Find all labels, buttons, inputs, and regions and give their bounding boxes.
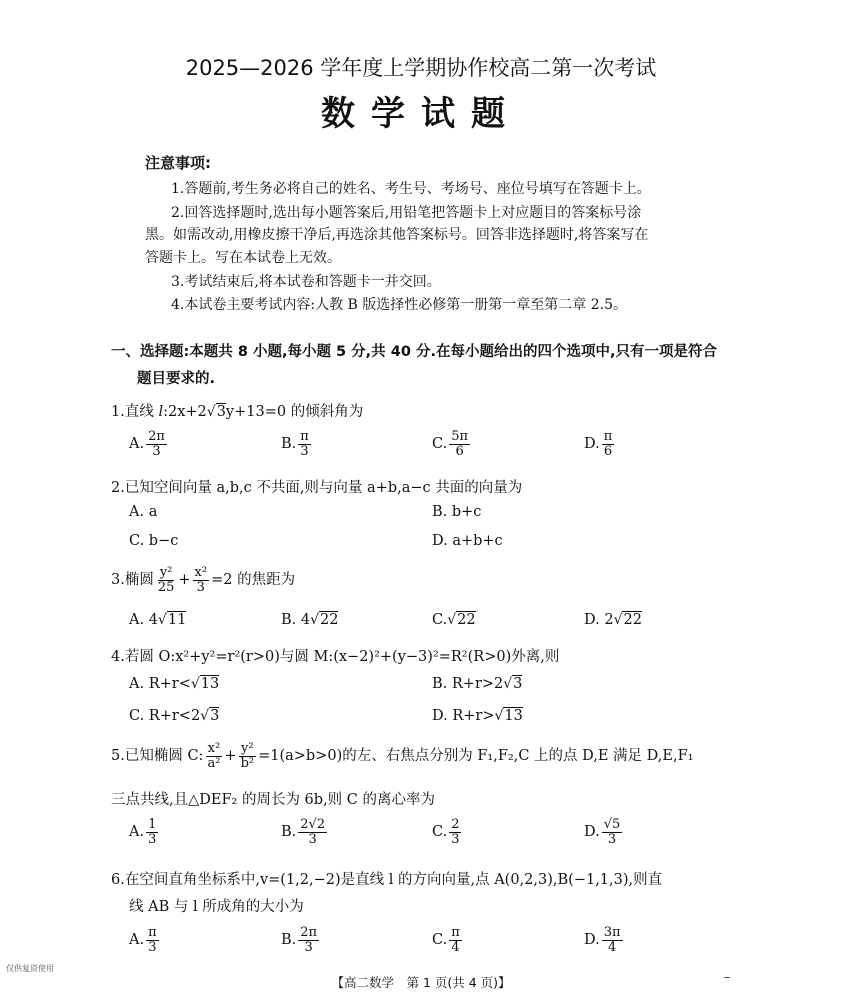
- question-5-option-a[interactable]: A. $\frac{1}{3}$: [129, 817, 157, 847]
- question-5-option-b[interactable]: B. $\frac{2√2}{3}$: [281, 817, 326, 847]
- question-2-option-b[interactable]: B. b+c: [432, 504, 482, 520]
- exam-title: 2025—2026 学年度上学期协作校高二第一次考试: [185, 56, 657, 80]
- question-5-stem-cont: 三点共线,且△DEF₂ 的周长为 6b,则 C 的离心率为: [111, 792, 435, 808]
- question-1-stem: 1.直线 l:2x+2√3y+13=0 的倾斜角为: [111, 404, 364, 420]
- question-3-option-c[interactable]: C.√22: [432, 612, 476, 628]
- question-6-stem: 6.在空间直角坐标系中,v=(1,2,−2)是直线 l 的方向向量,点 A(0,2,3),B(−1,1,3),则直: [111, 872, 663, 888]
- question-4-option-d[interactable]: D. R+r>√13: [432, 708, 523, 724]
- question-5-stem: 5.已知椭圆 C: $\frac{\text{x²}}{\text{a²}}$ + $\frac{\text{y²}}{\text{b²}}$ =1(a>b>0)的左、右焦点分别为 F₁,F₂,C 上的点 D,E 满足 D,E,F₁: [111, 741, 694, 771]
- question-6-stem-cont: 线 AB 与 l 所成角的大小为: [129, 899, 304, 915]
- question-3-option-d[interactable]: D. 2√22: [584, 612, 642, 628]
- question-6-option-a[interactable]: A. $\frac{\pi}{3}$: [129, 925, 157, 955]
- notice-line-2b: 黑。如需改动,用橡皮擦干净后,再选涂其他答案标号。回答非选择题时,将答案写在: [145, 227, 649, 243]
- question-4-option-a[interactable]: A. R+r<√13: [129, 676, 220, 692]
- section-heading-cont: 题目要求的.: [137, 371, 216, 387]
- question-4-option-c[interactable]: C. R+r<2√3: [129, 708, 220, 724]
- question-5-option-c[interactable]: C. $\frac{2}{3}$: [432, 817, 460, 847]
- notice-line-2c: 答题卡上。写在本试卷上无效。: [145, 250, 341, 266]
- question-2-option-d[interactable]: D. a+b+c: [432, 533, 503, 549]
- question-6-option-d[interactable]: D. $\frac{3\pi}{4}$: [584, 925, 621, 955]
- question-3-option-b[interactable]: B. 4√22: [281, 612, 339, 628]
- question-2-stem: 2.已知空间向量 a,b,c 不共面,则与向量 a+b,a−c 共面的向量为: [111, 480, 523, 496]
- question-1-option-a[interactable]: A. $\frac{2\pi}{3}$: [129, 429, 165, 459]
- question-6-option-c[interactable]: C. $\frac{\pi}{4}$: [432, 925, 460, 955]
- page-footer: 【高二数学 第 1 页(共 4 页)】: [331, 975, 511, 990]
- question-2-option-a[interactable]: A. a: [129, 504, 158, 520]
- question-3-stem: 3.椭圆 $\frac{\text{y²}}{25}$ + $\frac{\text{x²}}{3}$ =2 的焦距为: [111, 565, 296, 595]
- footer-dash: –: [724, 970, 730, 984]
- question-3-option-a[interactable]: A. 4√11: [129, 612, 187, 628]
- notice-line-2a: 2.回答选择题时,选出每小题答案后,用铅笔把答题卡上对应题目的答案标号涂: [171, 205, 642, 221]
- watermark-note: 仅供复资使用: [6, 964, 54, 973]
- question-1-option-d[interactable]: D. $\frac{\pi}{6}$: [584, 429, 613, 459]
- notice-line-4: 4.本试卷主要考试内容:人教 B 版选择性必修第一册第一章至第二章 2.5。: [171, 297, 627, 313]
- question-1-option-c[interactable]: C. $\frac{5\pi}{6}$: [432, 429, 469, 459]
- question-1-option-b[interactable]: B. $\frac{\pi}{3}$: [281, 429, 309, 459]
- question-6-option-b[interactable]: B. $\frac{2\pi}{3}$: [281, 925, 318, 955]
- notice-line-3: 3.考试结束后,将本试卷和答题卡一并交回。: [171, 274, 441, 290]
- question-2-option-c[interactable]: C. b−c: [129, 533, 179, 549]
- section-heading: 一、选择题:本题共 8 小题,每小题 5 分,共 40 分.在每小题给出的四个选项中,只有一项是符合: [111, 344, 717, 360]
- notice-line-1: 1.答题前,考生务必将自己的姓名、考生号、考场号、座位号填写在答题卡上。: [171, 181, 651, 197]
- question-5-option-d[interactable]: D. $\frac{√5}{3}$: [584, 817, 621, 847]
- question-4-stem: 4.若圆 O:x²+y²=r²(r>0)与圆 M:(x−2)²+(y−3)²=R²(R>0)外离,则: [111, 649, 560, 665]
- subject-title: 数学试题: [321, 94, 521, 134]
- notice-heading: 注意事项:: [145, 154, 211, 172]
- question-4-option-b[interactable]: B. R+r>2√3: [432, 676, 523, 692]
